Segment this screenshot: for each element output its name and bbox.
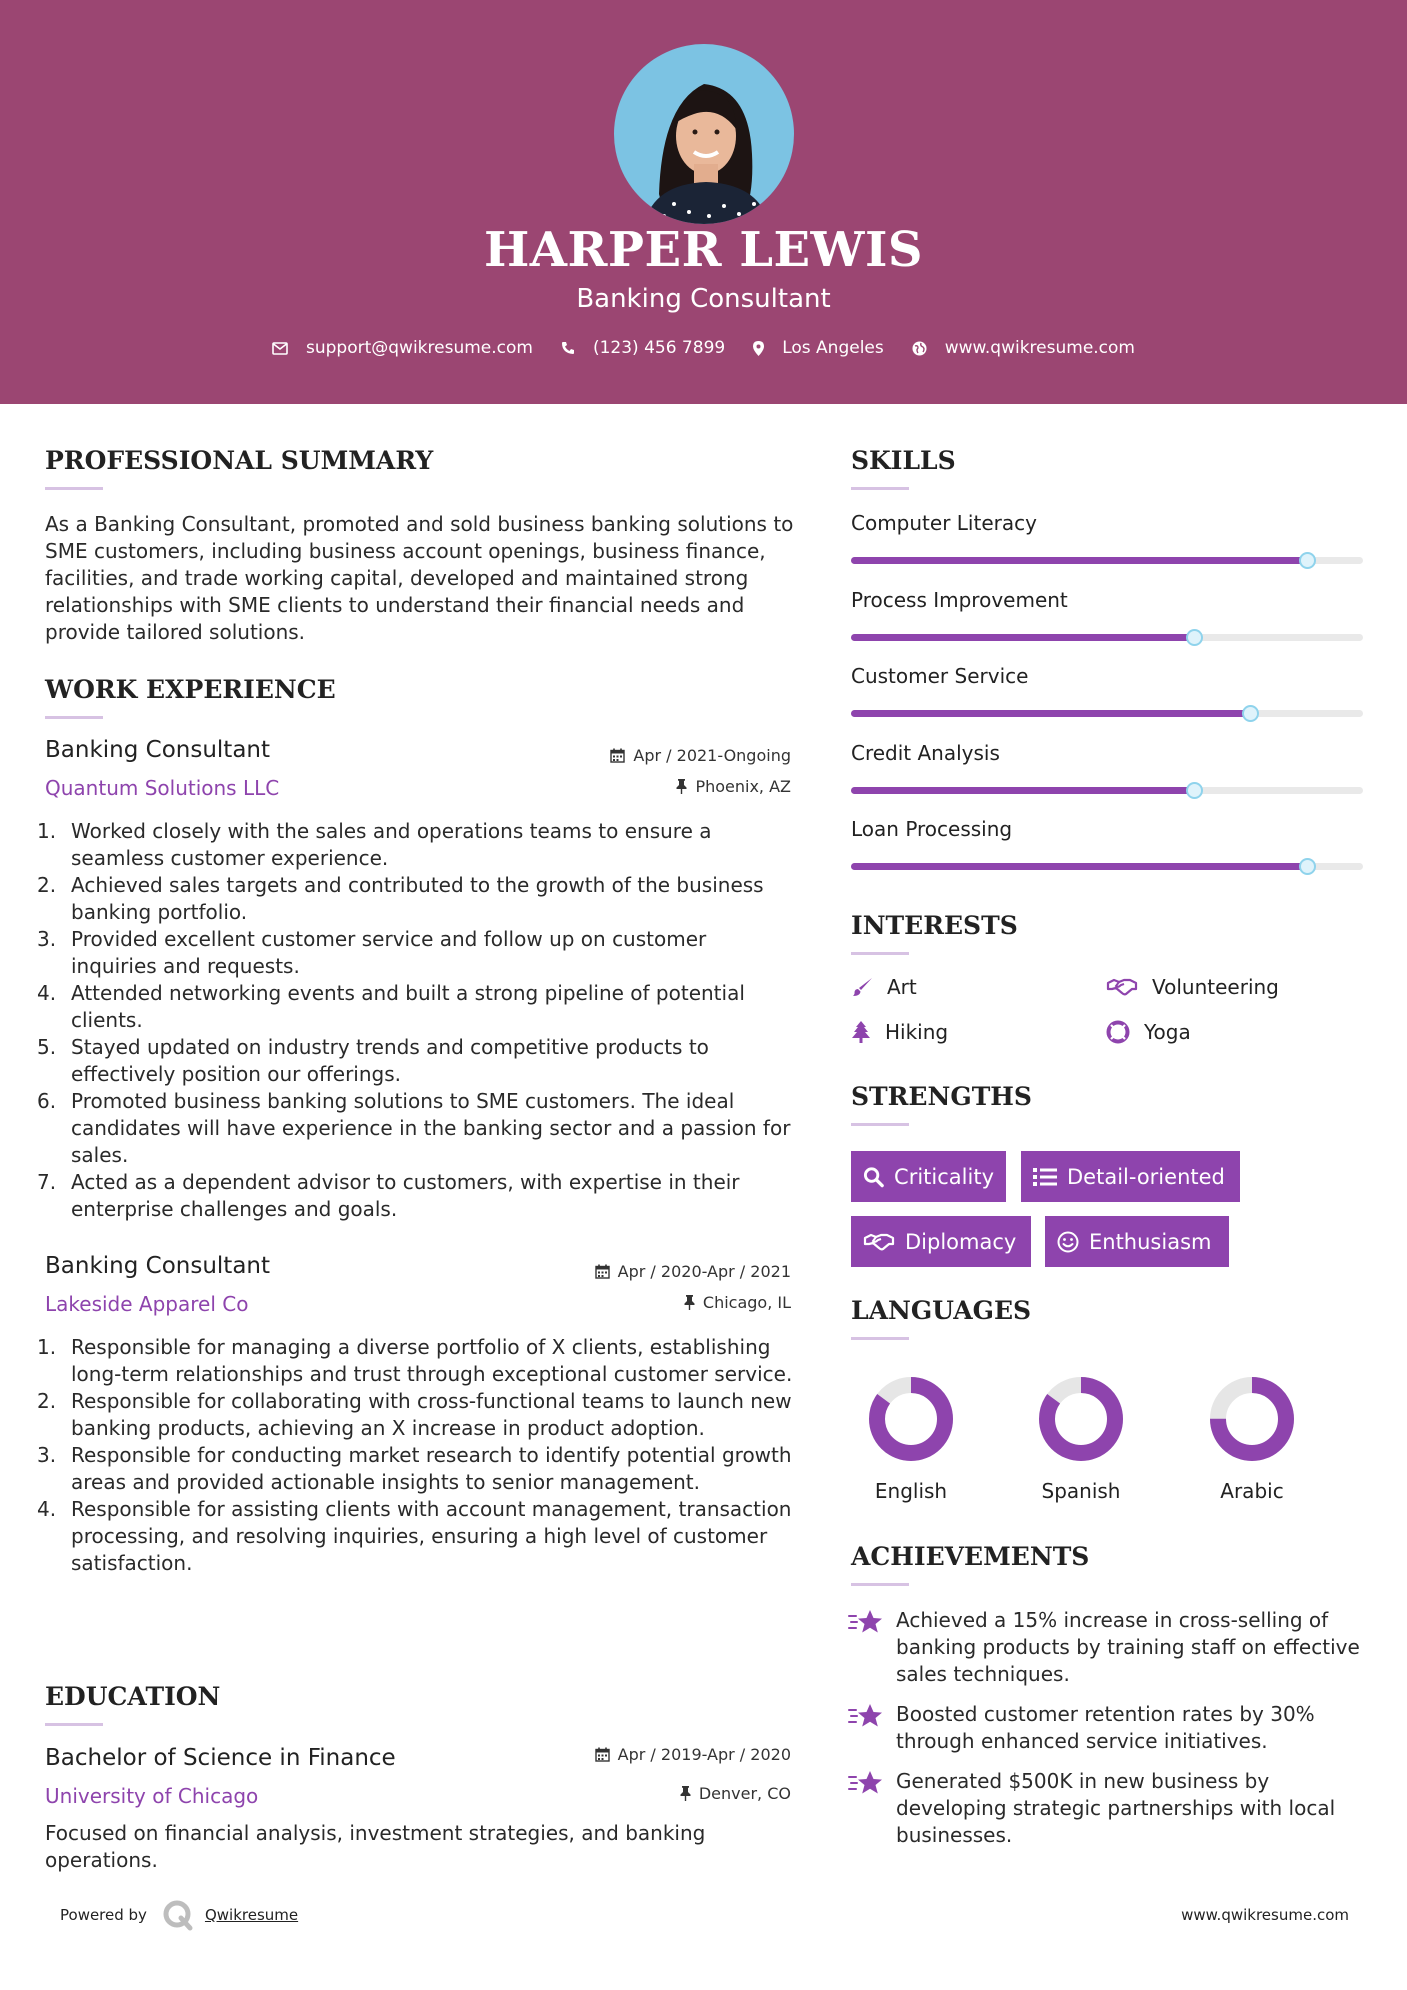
skill-bar bbox=[851, 787, 1363, 794]
education-dates bbox=[595, 1745, 791, 1764]
skills-rule bbox=[851, 487, 909, 490]
job-location-text: Phoenix, AZ bbox=[695, 777, 791, 796]
skill-label: Process Improvement bbox=[851, 587, 1068, 612]
list-item: 7. Acted as a dependent advisor to customers, with expertise in their enterprise challenges and goals. bbox=[37, 1170, 740, 1221]
job-dates bbox=[610, 746, 791, 765]
website-text: www.qwikresume.com bbox=[944, 338, 1135, 358]
interest-volunteering: Volunteering bbox=[1106, 975, 1279, 999]
school-name: University of Chicago bbox=[45, 1784, 259, 1808]
education-location bbox=[680, 1784, 791, 1803]
education-heading: EDUCATION bbox=[45, 1682, 221, 1711]
paintbrush-icon bbox=[851, 977, 873, 997]
achievement-text: Achieved a 15% increase in cross-selling of banking products by training staff on effective sales techniques. bbox=[896, 1608, 1360, 1686]
experience-heading: WORK EXPERIENCE bbox=[45, 675, 336, 704]
skill-level-handle bbox=[1299, 858, 1316, 875]
footer-website[interactable]: www.qwikresume.com bbox=[1181, 1906, 1349, 1924]
list-item: 5. Stayed updated on industry trends and competitive products to effectively position our offerings. bbox=[37, 1035, 709, 1086]
language-label: English bbox=[874, 1479, 948, 1503]
skill-label: Loan Processing bbox=[851, 817, 1013, 841]
education-description: Focused on financial analysis, investment strategies, and banking operations. bbox=[45, 1821, 706, 1872]
job-title: Banking Consultant bbox=[45, 1253, 271, 1279]
search-icon bbox=[863, 1166, 884, 1188]
powered-by-text: Powered by bbox=[60, 1906, 147, 1924]
skill-level-handle bbox=[1242, 705, 1259, 722]
brand-link[interactable]: Qwikresume bbox=[204, 1906, 299, 1924]
powered-by bbox=[60, 1898, 298, 1932]
contact-phone[interactable] bbox=[561, 338, 725, 358]
list-item: 6. Promoted business banking solutions to SME customers. The ideal candidates will have experience in the banking sector and a passion for sales. bbox=[37, 1089, 791, 1167]
skill-bar bbox=[851, 557, 1363, 564]
qwikresume-logo-icon bbox=[161, 1898, 195, 1932]
email-text: support@qwikresume.com bbox=[306, 338, 533, 358]
pin-icon bbox=[684, 1295, 695, 1310]
skill-bar-fill bbox=[851, 710, 1250, 717]
profile-photo bbox=[614, 44, 794, 224]
skill-level-handle bbox=[1299, 552, 1316, 569]
list-item: 2. Achieved sales targets and contributed to the growth of the business banking portfolio. bbox=[37, 873, 764, 924]
globe-icon bbox=[912, 341, 927, 356]
achievements-heading: ACHIEVEMENTS bbox=[851, 1542, 1090, 1571]
interests-rule bbox=[851, 952, 909, 955]
life-ring-icon bbox=[1106, 1020, 1130, 1044]
skills-heading: SKILLS bbox=[851, 446, 956, 475]
envelope-icon bbox=[272, 342, 288, 355]
achievement-item bbox=[848, 1701, 1368, 1755]
list-item: 1. Responsible for managing a diverse portfolio of X clients, establishing long-term relationships and trust through exceptional customer service. bbox=[37, 1335, 793, 1386]
summary-rule bbox=[45, 487, 103, 490]
list-item: 1. Worked closely with the sales and operations teams to ensure a seamless customer experience. bbox=[37, 819, 712, 870]
phone-icon bbox=[561, 341, 575, 355]
tree-icon bbox=[851, 1021, 871, 1043]
handshake-icon bbox=[863, 1232, 895, 1252]
achievements-rule bbox=[851, 1583, 909, 1586]
interest-hiking: Hiking bbox=[851, 1020, 948, 1044]
strength-tag: Enthusiasm bbox=[1045, 1216, 1229, 1267]
strengths-rule bbox=[851, 1123, 909, 1126]
achievement-item bbox=[848, 1768, 1368, 1849]
skill-label: Customer Service bbox=[851, 664, 1029, 688]
company-name: Lakeside Apparel Co bbox=[45, 1292, 249, 1316]
languages-rule bbox=[851, 1337, 909, 1340]
job-dates-text: Apr / 2020-Apr / 2021 bbox=[617, 1262, 791, 1281]
contact-bar bbox=[0, 338, 1407, 358]
job-bullets bbox=[37, 1334, 795, 1577]
achievement-text: Generated $500K in new business by developing strategic partnerships with local businesses. bbox=[896, 1769, 1336, 1847]
job-dates-text: Apr / 2021-Ongoing bbox=[633, 746, 791, 765]
pin-icon bbox=[680, 1786, 691, 1801]
achievement-item bbox=[848, 1607, 1368, 1688]
language-donut bbox=[1031, 1369, 1131, 1469]
summary-heading: PROFESSIONAL SUMMARY bbox=[45, 446, 434, 475]
job-location bbox=[676, 777, 791, 796]
skill-bar bbox=[851, 710, 1363, 717]
skill-bar-fill bbox=[851, 634, 1194, 641]
pin-icon bbox=[676, 779, 687, 794]
language-label: Arabic bbox=[1220, 1479, 1284, 1503]
interest-yoga: Yoga bbox=[1106, 1020, 1191, 1044]
languages-heading: LANGUAGES bbox=[851, 1296, 1032, 1325]
job-bullets bbox=[37, 818, 795, 1223]
skill-bar-fill bbox=[851, 787, 1194, 794]
education-dates-text: Apr / 2019-Apr / 2020 bbox=[617, 1745, 791, 1764]
skill-bar-fill bbox=[851, 557, 1307, 564]
location-text: Los Angeles bbox=[782, 338, 884, 358]
contact-email[interactable] bbox=[272, 338, 533, 358]
language-label: Spanish bbox=[1041, 1479, 1121, 1503]
job-location bbox=[684, 1293, 791, 1312]
skill-label: Credit Analysis bbox=[851, 740, 1000, 765]
job-location-text: Chicago, IL bbox=[702, 1293, 791, 1312]
interests-heading: INTERESTS bbox=[851, 911, 1018, 940]
interest-art: Art bbox=[851, 975, 917, 999]
candidate-name: HARPER LEWIS bbox=[483, 222, 924, 278]
skill-level-handle bbox=[1186, 629, 1203, 646]
job-dates bbox=[595, 1262, 791, 1281]
skill-bar-fill bbox=[851, 863, 1307, 870]
calendar-icon bbox=[610, 748, 625, 763]
candidate-role: Banking Consultant bbox=[576, 284, 831, 314]
list-item: 3. Responsible for conducting market research to identify potential growth areas and provided actionable insights to senior management. bbox=[37, 1443, 792, 1494]
map-marker-icon bbox=[753, 341, 764, 356]
contact-website[interactable] bbox=[912, 338, 1135, 358]
handshake-icon bbox=[1106, 977, 1138, 997]
education-rule bbox=[45, 1723, 103, 1726]
education-location-text: Denver, CO bbox=[698, 1784, 791, 1803]
smile-icon bbox=[1057, 1231, 1079, 1253]
degree-title: Bachelor of Science in Finance bbox=[45, 1745, 396, 1771]
star-award-icon bbox=[848, 1770, 884, 1796]
phone-text: (123) 456 7899 bbox=[592, 338, 726, 358]
experience-rule bbox=[45, 716, 103, 719]
strength-tag: Detail-oriented bbox=[1021, 1151, 1240, 1202]
list-item: 4. Responsible for assisting clients with account management, transaction processing, and resolving inquiries, ensuring a high level of customer satisfaction. bbox=[37, 1497, 792, 1575]
skill-bar bbox=[851, 634, 1363, 641]
list-item: 4. Attended networking events and built a strong pipeline of potential clients. bbox=[37, 981, 745, 1032]
skill-bar bbox=[851, 863, 1363, 870]
contact-location bbox=[753, 338, 884, 358]
list-item: 2. Responsible for collaborating with cross-functional teams to launch new banking products, achieving an X increase in product adoption. bbox=[37, 1389, 792, 1440]
star-award-icon bbox=[848, 1609, 884, 1635]
resume-header bbox=[0, 0, 1407, 404]
skill-label: Computer Literacy bbox=[851, 511, 1037, 535]
list-icon bbox=[1033, 1167, 1057, 1187]
strength-tag: Diplomacy bbox=[851, 1216, 1031, 1267]
strength-tag: Criticality bbox=[851, 1151, 1006, 1202]
language-donut bbox=[861, 1369, 961, 1469]
calendar-icon bbox=[595, 1264, 610, 1279]
skill-level-handle bbox=[1186, 782, 1203, 799]
summary-text: As a Banking Consultant, promoted and sold business banking solutions to SME customers, including business account openings, business finance, facilities, and trade working capital, developed and maintained strong relationships with SME clients to understand their financial needs and provide tailored solutions. bbox=[45, 512, 794, 644]
calendar-icon bbox=[595, 1747, 610, 1762]
strengths-heading: STRENGTHS bbox=[851, 1082, 1032, 1111]
language-donut bbox=[1202, 1369, 1302, 1469]
company-name: Quantum Solutions LLC bbox=[45, 776, 280, 800]
achievement-text: Boosted customer retention rates by 30% through enhanced service initiatives. bbox=[896, 1702, 1315, 1753]
job-title: Banking Consultant bbox=[45, 737, 271, 763]
list-item: 3. Provided excellent customer service and follow up on customer inquiries and requests. bbox=[37, 927, 707, 978]
star-award-icon bbox=[848, 1703, 884, 1729]
